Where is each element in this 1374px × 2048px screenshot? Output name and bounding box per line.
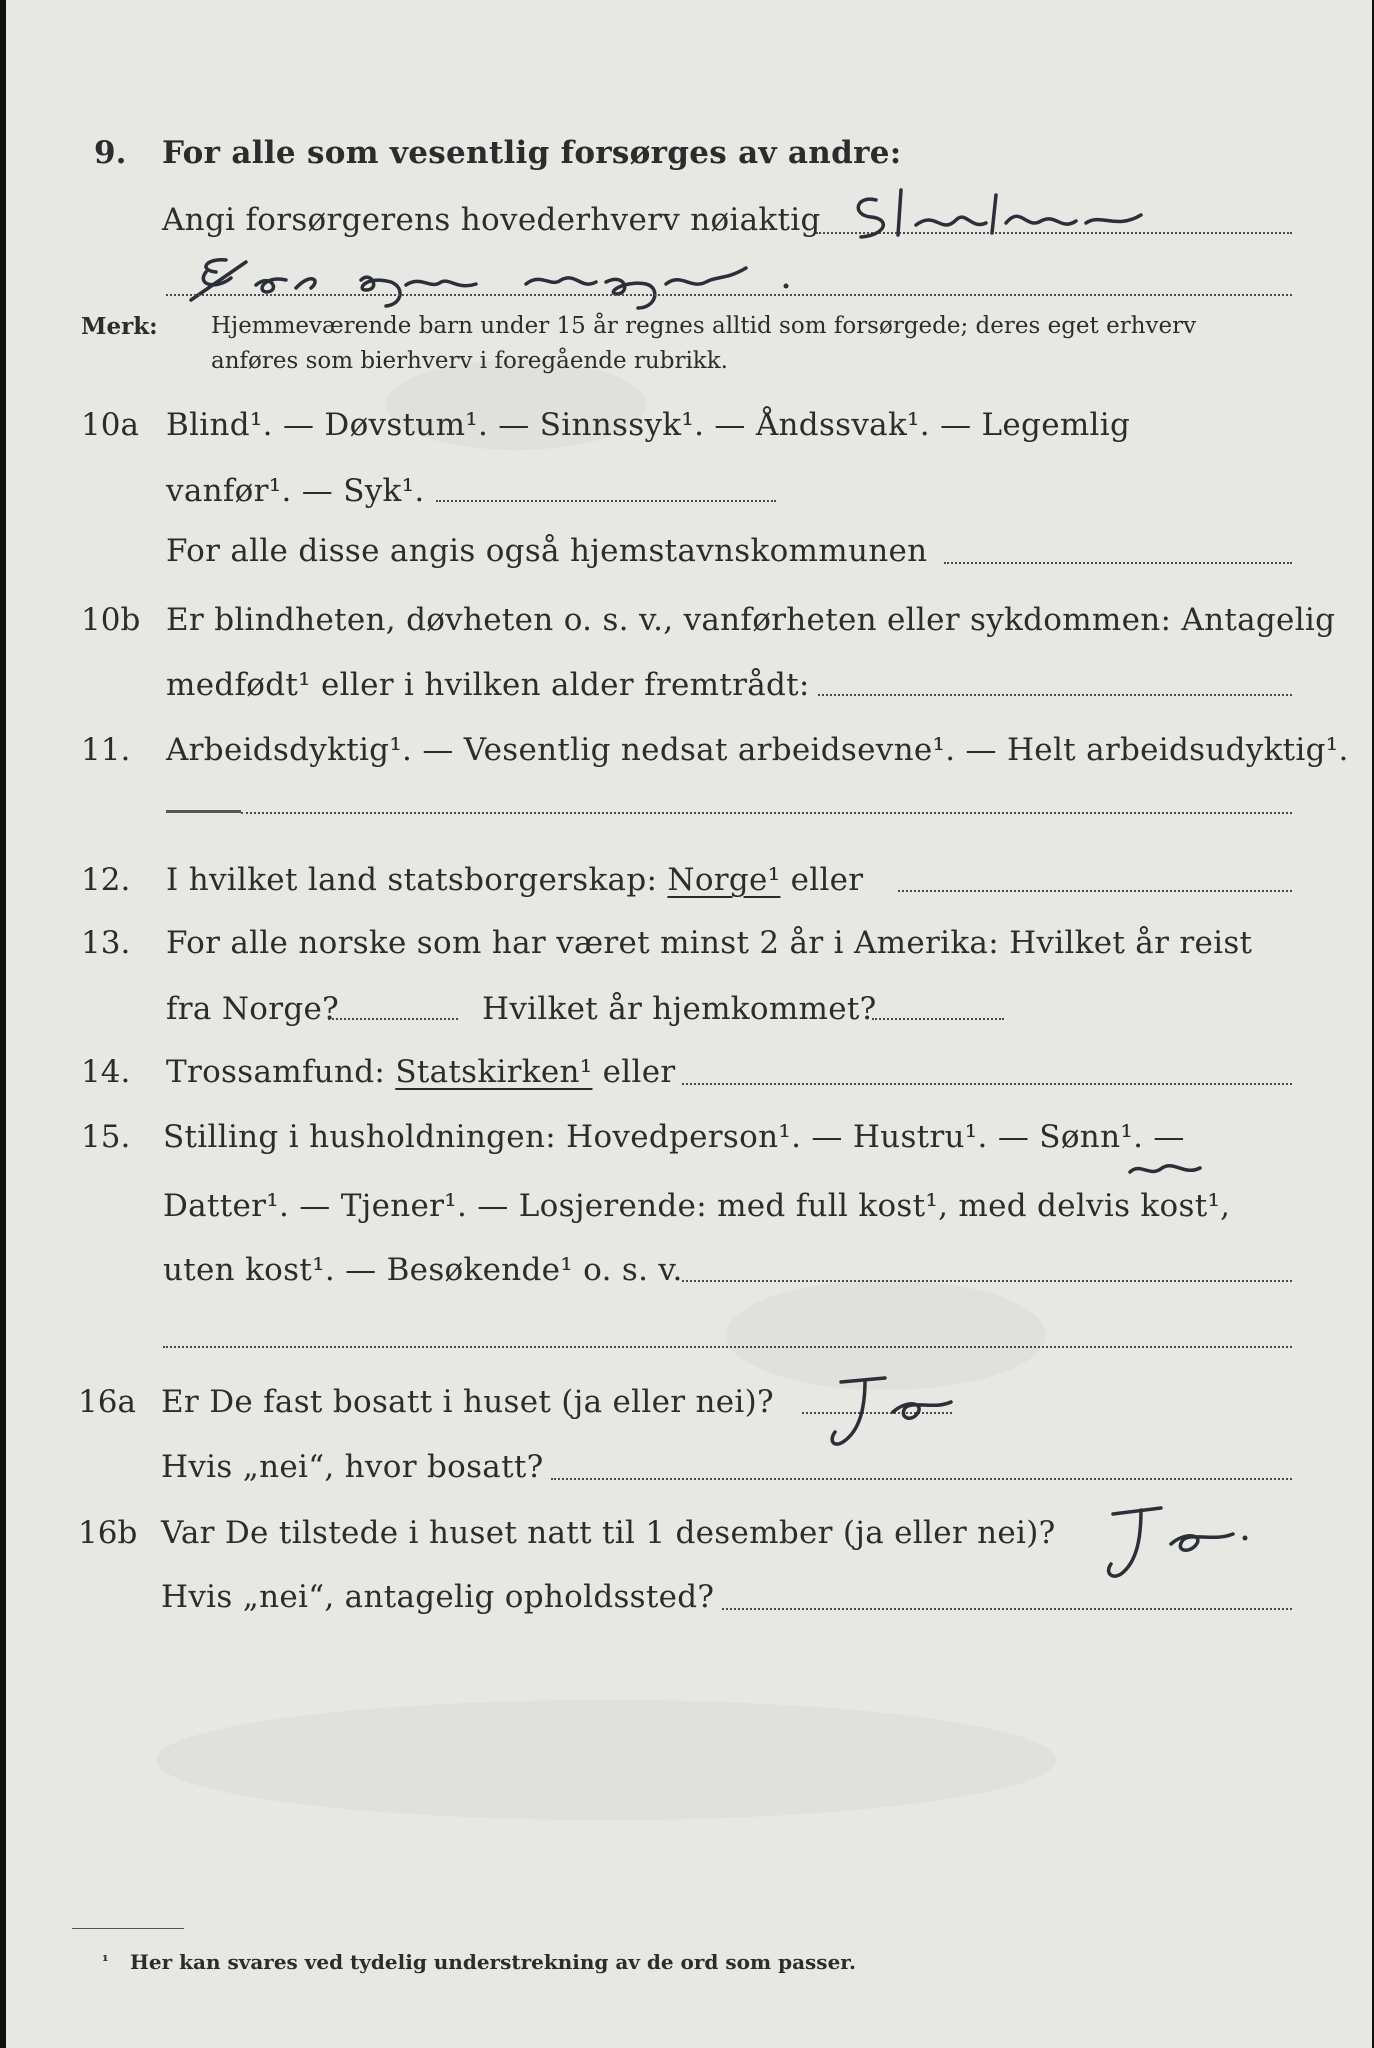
question-13-line-1: For alle norske som har været minst 2 år i Amerika: Hvilket år reist (166, 925, 1253, 961)
question-16b-number: 16b (78, 1515, 138, 1551)
household-position-answer-line-2[interactable] (163, 1346, 1292, 1348)
question-12-prefix: I hvilket land statsborgerskap: (166, 862, 658, 898)
whereabouts-answer-line[interactable] (722, 1608, 1292, 1610)
residence-location-answer-line[interactable] (551, 1478, 1292, 1480)
religion-answer-line[interactable] (682, 1083, 1292, 1085)
option-sonn[interactable]: Sønn¹ (1039, 1119, 1134, 1155)
question-10a-answer-line[interactable] (436, 500, 776, 502)
question-9-occupation-label: Angi forsørgerens hovederhverv nøiaktig (162, 202, 821, 238)
question-16a-number: 16a (78, 1384, 136, 1420)
question-13-number: 13. (81, 925, 131, 961)
option-statskirken[interactable]: Statskirken¹ (395, 1054, 593, 1090)
question-15-line-2: Datter¹. — Tjener¹. — Losjerende: med full kost¹, med delvis kost¹, (163, 1188, 1231, 1224)
question-10a-line-3: For alle disse angis også hjemstavnskommunen (166, 533, 928, 569)
question-10a-number: 10a (81, 407, 139, 443)
occupation-answer-line-2[interactable] (166, 294, 1292, 296)
onset-age-answer-line[interactable] (818, 694, 1292, 696)
occupation-answer-line[interactable] (816, 232, 1292, 234)
residence-answer-line[interactable] (802, 1412, 952, 1414)
question-10b-number: 10b (81, 602, 141, 638)
question-9-heading: For alle som vesentlig forsørges av andre: (162, 135, 902, 171)
question-10a-line-2: vanfør¹. — Syk¹. (166, 473, 425, 509)
hometown-answer-line[interactable] (944, 562, 1292, 564)
handwritten-occupation-continued (186, 250, 806, 310)
paper-stain (726, 1280, 1046, 1390)
question-10b-line-1: Er blindheten, døvheten o. s. v., vanførheten eller sykdommen: Antagelig (166, 602, 1336, 638)
footnote-mark: ¹ (102, 1952, 109, 1970)
question-15-number: 15. (81, 1119, 131, 1155)
question-12-line (166, 862, 864, 898)
return-year-answer-line[interactable] (872, 1018, 1004, 1020)
question-13-line-2a: fra Norge? (166, 991, 340, 1027)
handwritten-underline-sonn (1126, 1160, 1206, 1180)
question-9-number: 9. (94, 135, 127, 171)
question-14-line (166, 1054, 676, 1090)
census-form-page (6, 0, 1372, 2048)
question-10a-line-1: Blind¹. — Døvstum¹. — Sinnssyk¹. — Åndssvak¹. — Legemlig (166, 407, 1131, 443)
question-11-answer-line[interactable] (241, 812, 1292, 814)
question-15-options-a: Stilling i husholdningen: Hovedperson¹. — Hustru¹. — (163, 1119, 1030, 1155)
question-16b-line-1: Var De tilstede i huset natt til 1 desember (ja eller nei)? (161, 1515, 1056, 1551)
question-12-suffix: eller (790, 862, 864, 898)
paper-stain (156, 1700, 1056, 1820)
note-label: Merk: (81, 313, 158, 340)
citizenship-answer-line[interactable] (898, 890, 1292, 892)
question-12-number: 12. (81, 862, 131, 898)
question-14-suffix: eller (602, 1054, 676, 1090)
note-line-1: Hjemmeværende barn under 15 år regnes alltid som forsørgede; deres eget erhverv (211, 313, 1197, 339)
household-position-answer-line[interactable] (682, 1280, 1292, 1282)
question-16a-line-1: Er De fast bosatt i huset (ja eller nei)? (161, 1384, 774, 1420)
footnote-text: Her kan svares ved tydelig understrekning av de ord som passer. (130, 1950, 856, 1974)
question-13-line-2b: Hvilket år hjemkommet? (482, 991, 877, 1027)
footnote-separator (72, 1928, 184, 1929)
question-16b-line-2: Hvis „nei“, antagelig opholdssted? (161, 1579, 715, 1615)
option-norge[interactable]: Norge¹ (667, 862, 781, 898)
question-15-options-c: . — (1133, 1119, 1185, 1155)
question-14-prefix: Trossamfund: (166, 1054, 386, 1090)
question-15-line-3: uten kost¹. — Besøkende¹ o. s. v. (163, 1252, 683, 1288)
handwritten-answer-ja-16b (1091, 1500, 1271, 1590)
ability-underline-mark (166, 810, 241, 813)
emigration-year-answer-line[interactable] (328, 1018, 458, 1020)
question-10b-line-2: medfødt¹ eller i hvilken alder fremtrådt: (166, 667, 810, 703)
question-11-number: 11. (81, 732, 131, 768)
note-line-2: anføres som bierhverv i foregående rubrikk. (211, 348, 728, 374)
question-11-line-1: Arbeidsdyktig¹. — Vesentlig nedsat arbeidsevne¹. — Helt arbeidsudyktig¹. (166, 732, 1349, 768)
question-16a-line-2: Hvis „nei“, hvor bosatt? (161, 1449, 544, 1485)
question-14-number: 14. (81, 1054, 131, 1090)
handwritten-occupation (846, 185, 1166, 245)
question-15-line-1 (163, 1119, 1185, 1155)
